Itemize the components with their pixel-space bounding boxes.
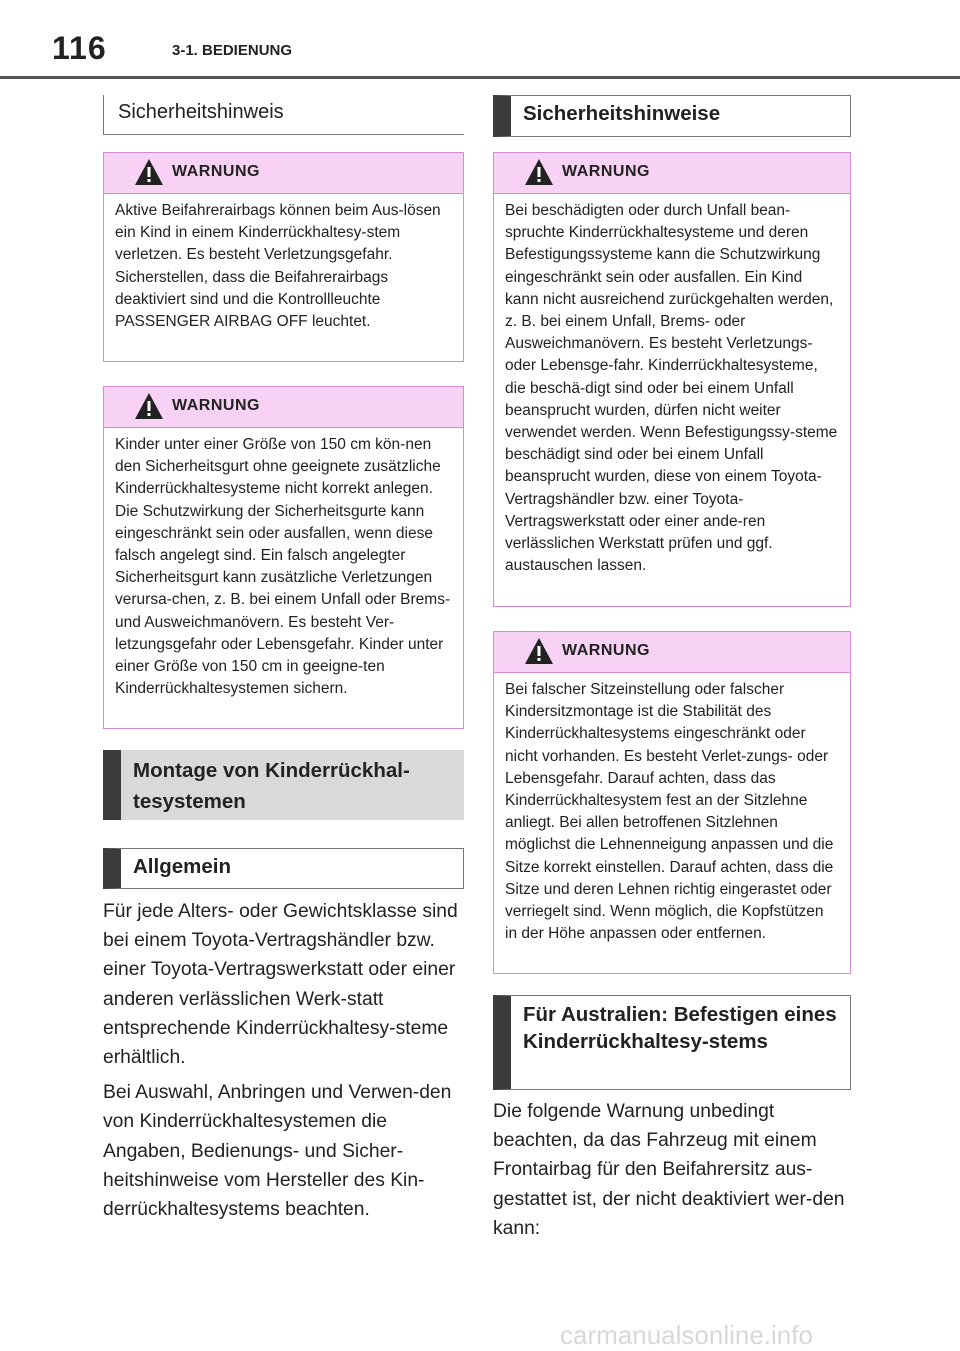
paragraph: Die folgende Warnung unbedingt beachten, da das Fahrzeug mit einem Frontairbag für den Beifahrersitz aus-gestattet ist, der nicht deaktiviert wer-den kann:	[493, 1101, 845, 1239]
warning-triangle-icon	[134, 158, 164, 186]
warning-header	[104, 153, 463, 194]
warning-title: WARNUNG	[172, 397, 260, 414]
header-divider	[0, 76, 960, 79]
warning-box-airbag	[103, 152, 464, 362]
warning-box-damaged	[493, 152, 851, 607]
paragraph: Für jede Alters- oder Gewichtsklasse sind bei einem Toyota-Vertragshändler bzw. einer Toyota-Vertragswerkstatt oder einer anderen verlässlichen Werk-statt entsprechende Kinderrückhaltesy-steme erhältlich.	[103, 901, 458, 1069]
heading-sicherheitshinweis: Sicherheitshinweis	[103, 95, 464, 135]
warning-title: WARNUNG	[562, 642, 650, 659]
watermark-text: carmanualsonline.info	[560, 1320, 813, 1350]
heading-montage: Montage von Kinderrückhal-tesystemen	[103, 750, 464, 820]
warning-triangle-icon	[524, 637, 554, 665]
warning-header	[494, 632, 850, 673]
warning-box-seat-setting	[493, 631, 851, 974]
body-text-left	[103, 897, 465, 1230]
warning-box-seatbelt	[103, 386, 464, 729]
warning-header	[494, 153, 850, 194]
warning-triangle-icon	[524, 158, 554, 186]
paragraph: Bei Auswahl, Anbringen und Verwen-den von Kinderrückhaltesystemen die Angaben, Bedienungs- und Sicher-heitshinweise vom Hersteller des Kin-derrückhaltesystems beachten.	[103, 1082, 452, 1221]
warning-title: WARNUNG	[172, 163, 260, 180]
warning-text: Bei falscher Sitzeinstellung oder falscher Kindersitzmontage ist die Stabilität des Kinderrückhaltesystems eingeschränkt oder nicht vorhanden. Es besteht Verlet-zungs- oder Lebensgefahr. Darauf achten, dass das Kinderrückhaltesystem fest an der Sitzlehne anliegt. Bei allen betroffenen Sitzlehnen möglichst die Lehnenneigung anpassen und die Sitze korrekt einstellen. Darauf achten, dass die Sitze und deren Lehnen richtig eingerastet oder verriegelt sind. Wenn möglich, die Kopfstützen in der Höhe anpassen oder entfernen.	[505, 681, 834, 943]
section-title: 3-1. BEDIENUNG	[172, 42, 293, 59]
warning-header	[104, 387, 463, 428]
warning-title: WARNUNG	[562, 163, 650, 180]
heading-sicherheitshinweise: Sicherheitshinweise	[493, 95, 851, 137]
warning-text: Kinder unter einer Größe von 150 cm kön-nen den Sicherheitsgurt ohne geeignete zusätzliche Kinderrückhaltesysteme nicht korrekt anlegen. Die Schutzwirkung der Sicherheitsgurte kann eingeschränkt sein oder ausfallen, wenn diese falsch angelegt sind. Ein falsch angelegter Sicherheitsgurt kann zusätzliche Verletzungen verursa-chen, z. B. bei einem Unfall oder Brems-und Ausweichmanövern. Es besteht Ver-letzungsgefahr oder Lebensgefahr. Kinder unter einer Größe von 150 cm in geeigne-ten Kinderrückhaltesystemen sichern.	[115, 436, 451, 698]
heading-australien: Für Australien: Befestigen eines Kinderrückhaltesy-stems	[493, 995, 851, 1090]
heading-allgemein: Allgemein	[103, 848, 464, 889]
warning-text: Bei beschädigten oder durch Unfall bean-spruchte Kinderrückhaltesysteme und deren Befestigungssysteme kann die Schutzwirkung eingeschränkt sein oder ausfallen. Ein Kind kann nicht ausreichend zurückgehalten werden, z. B. bei einem Unfall, Brems- oder Ausweichmanövern. Es besteht Verletzungs- oder Lebensge-fahr. Kinderrückhaltesysteme, die beschä-digt sind oder bei einem Unfall beansprucht wurden, dürfen nicht weiter verwendet werden. Wenn Befestigungssy-steme beschädigt sind oder bei einem Unfall beansprucht wurden, diese von einem Toyota-Vertragshändler bzw. einer Toyota-Vertragswerkstatt oder einer ande-ren verlässlichen Werkstatt prüfen und ggf. austauschen lassen.	[505, 202, 838, 575]
warning-text: Aktive Beifahrerairbags können beim Aus-lösen ein Kind in einem Kinderrückhaltesy-stem verletzen. Es besteht Verletzungsgefahr. Sicherstellen, dass die Beifahrerairbags deaktiviert sind und die Kontrollleuchte PASSENGER AIRBAG OFF leuchtet.	[115, 202, 441, 331]
body-text-right	[493, 1097, 849, 1249]
page-number: 116	[52, 30, 107, 66]
warning-triangle-icon	[134, 392, 164, 420]
